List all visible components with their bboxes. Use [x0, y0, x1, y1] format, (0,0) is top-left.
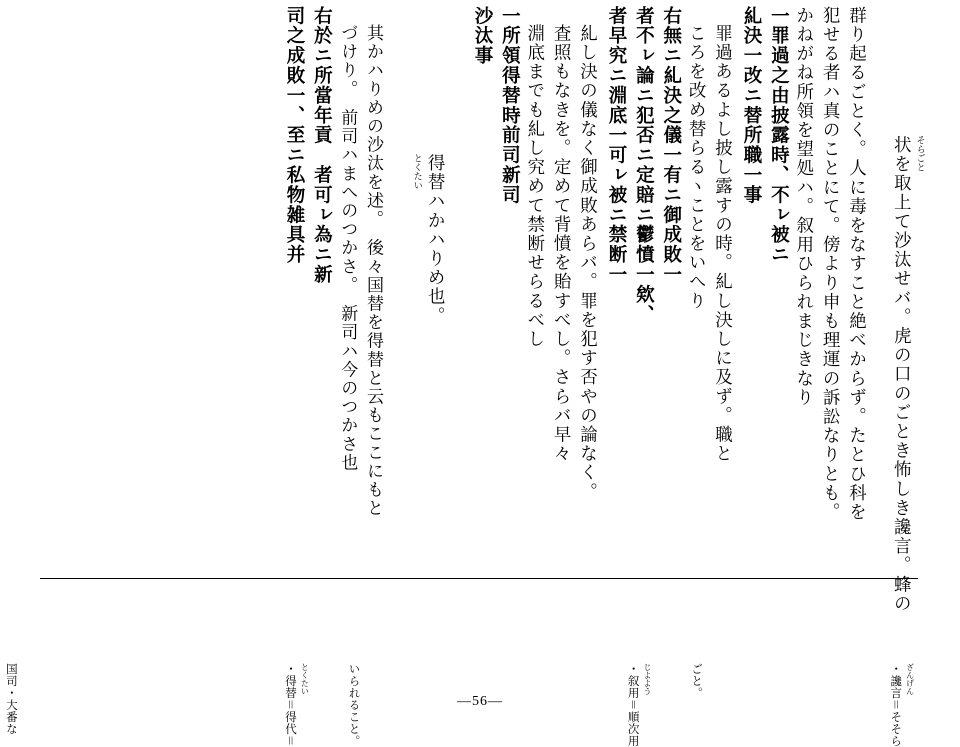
ruby-annotation: とくたい	[300, 663, 310, 695]
footnote-entry	[608, 588, 672, 747]
section-heading: 者不ㇾ論ニ犯否ニ定賠ニ鬱憤一欸、	[633, 6, 654, 325]
ruby-annotation: ざんげん	[905, 663, 915, 695]
text-column	[386, 6, 468, 590]
text-column: づけり。 前司ハまへのつかさ。 新司ハ今のつかさ也	[338, 24, 358, 472]
section-heading: 一所領得替時前司新司	[499, 6, 520, 205]
footnote-line: ・叙用＝順次用	[626, 663, 639, 747]
text-column	[871, 6, 953, 614]
footnote-entry	[871, 588, 935, 747]
ruby-annotation: そらごと	[915, 135, 926, 172]
text-column: 犯せる者ハ真のことにて。傍より申も理運の訴訟なりとも。	[821, 6, 842, 522]
footnote-entry	[265, 588, 329, 747]
text-column: かねがね所領を望処ハ。叙用ひられまじきなり	[794, 6, 815, 408]
section-heading: 糺決一改ニ替所職一事	[740, 6, 761, 205]
vertical-text-body	[0, 6, 960, 614]
footnote-entry	[329, 588, 378, 747]
page-number: —56—	[457, 694, 503, 709]
column-text: 得替ハかハりめ也。	[426, 153, 447, 326]
section-heading: 司之成敗一、至ニ私物雑具并	[283, 6, 304, 265]
section-heading: 右無ニ糺決之儀一有ニ御成敗一	[660, 6, 681, 285]
ruby-annotation: とくたい	[412, 153, 423, 190]
footnote-divider	[40, 578, 918, 579]
text-column: 査照もなきを。定めて背憤を貽すべし。さらバ早々	[552, 24, 573, 464]
column-text: 状を取上て沙汰せバ。虎の口のごとき怖しき讒言。蜂の	[892, 135, 913, 614]
footnote-line: 国司・大番な	[4, 663, 17, 735]
footnote-line: いられること。	[347, 663, 360, 747]
footnote-entry	[0, 588, 35, 735]
footnote-line: ・讒言＝そそら	[889, 663, 902, 747]
section-heading: 沙汰事	[471, 6, 492, 66]
text-column: 群り起るごとく。人に毒をなすこと絶べからず。たとひ科を	[847, 6, 868, 522]
text-column: 糺し決の儀なく御成敗あらバ。罪を犯す否やの論なく。	[578, 24, 599, 502]
text-column: 其かハりめの沙汰を述。 後々国替を得替と云もここにもと	[364, 24, 384, 518]
text-column: ころを改め替らるヽことをいへり	[687, 24, 708, 311]
section-heading: 一罪過之由披露時、不ㇾ被ニ	[768, 6, 789, 265]
ruby-annotation: じよよう	[643, 663, 652, 695]
section-heading: 者早究ニ淵底一可ㇾ被ニ禁断一	[605, 6, 626, 285]
footnote-line: ・得替＝得代＝	[284, 663, 296, 747]
text-column: 罪過あるよし披し露すの時。糺し決しに及ず。職と	[713, 24, 734, 464]
section-heading: 右於ニ所當年貢 者可ㇾ為ニ新	[311, 6, 332, 285]
text-column: 淵底までも糺し究めて禁断せらるべし	[525, 24, 546, 349]
footnote-line: ごと。	[690, 663, 703, 699]
footnote-entry	[671, 588, 720, 699]
